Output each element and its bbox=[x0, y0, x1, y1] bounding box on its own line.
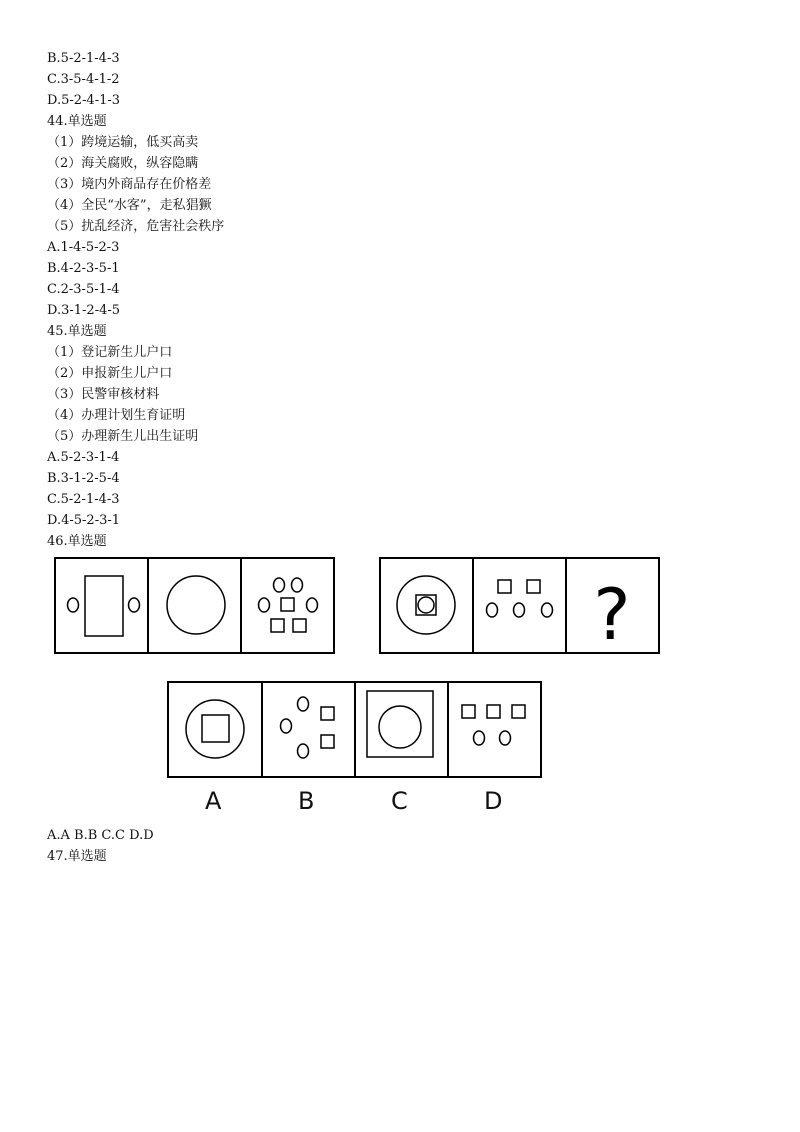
q44-option-a: A.1-4-5-2-3 bbox=[47, 240, 120, 255]
q46-choice-c-label: C bbox=[391, 787, 408, 815]
q45-item-4: （4）办理计划生育证明 bbox=[47, 408, 186, 423]
q45-option-a: A.5-2-3-1-4 bbox=[47, 450, 120, 465]
q46-sequence-group-1 bbox=[54, 557, 336, 655]
q46-choice-d-figure bbox=[462, 705, 525, 745]
q46-panel-2 bbox=[167, 576, 225, 634]
q44-item-2: （2）海关腐败，纵容隐瞒 bbox=[47, 156, 199, 171]
q45-option-c: C.5-2-1-4-3 bbox=[47, 492, 120, 507]
q45-header: 45.单选题 bbox=[47, 324, 107, 339]
q47-header: 47.单选题 bbox=[47, 849, 107, 864]
q46-choice-d-label: D bbox=[484, 787, 503, 815]
q46-choice-b-label: B bbox=[298, 787, 315, 815]
q44-item-1: （1）跨境运输，低买高卖 bbox=[47, 135, 199, 150]
q46-panel-3 bbox=[259, 578, 318, 632]
q44-option-d: D.3-1-2-4-5 bbox=[47, 303, 121, 318]
q45-item-5: （5）办理新生儿出生证明 bbox=[47, 429, 199, 444]
q46-panel-1 bbox=[68, 576, 140, 636]
q44-item-5: （5）扰乱经济，危害社会秩序 bbox=[47, 219, 225, 234]
q46-choice-c-figure bbox=[367, 691, 433, 757]
q43-option-c: C.3-5-4-1-2 bbox=[47, 72, 120, 87]
q46-question-mark: ? bbox=[593, 574, 631, 655]
q45-item-1: （1）登记新生儿户口 bbox=[47, 345, 173, 360]
q46-choice-a-label: A bbox=[205, 787, 222, 815]
q44-option-c: C.2-3-5-1-4 bbox=[47, 282, 120, 297]
q46-answer-choices bbox=[167, 681, 543, 779]
q46-choice-b-figure bbox=[281, 697, 335, 758]
q46-choice-a-figure bbox=[186, 700, 244, 758]
q45-item-2: （2）申报新生儿户口 bbox=[47, 366, 173, 381]
q44-option-b: B.4-2-3-5-1 bbox=[47, 261, 120, 276]
q46-panel-4 bbox=[397, 576, 455, 634]
q46-options: A.A B.B C.C D.D bbox=[47, 828, 154, 843]
q46-header: 46.单选题 bbox=[47, 534, 107, 549]
q45-option-b: B.3-1-2-5-4 bbox=[47, 471, 120, 486]
q46-sequence-group-2 bbox=[379, 557, 661, 655]
q45-option-d: D.4-5-2-3-1 bbox=[47, 513, 121, 528]
q45-item-3: （3）民警审核材料 bbox=[47, 387, 160, 402]
q44-item-3: （3）境内外商品存在价格差 bbox=[47, 177, 212, 192]
q43-option-b: B.5-2-1-4-3 bbox=[47, 51, 120, 66]
q46-panel-5 bbox=[487, 580, 553, 617]
q44-item-4: （4）全民“水客”，走私猖獗 bbox=[47, 198, 212, 213]
q44-header: 44.单选题 bbox=[47, 114, 107, 129]
q43-option-d: D.5-2-4-1-3 bbox=[47, 93, 121, 108]
